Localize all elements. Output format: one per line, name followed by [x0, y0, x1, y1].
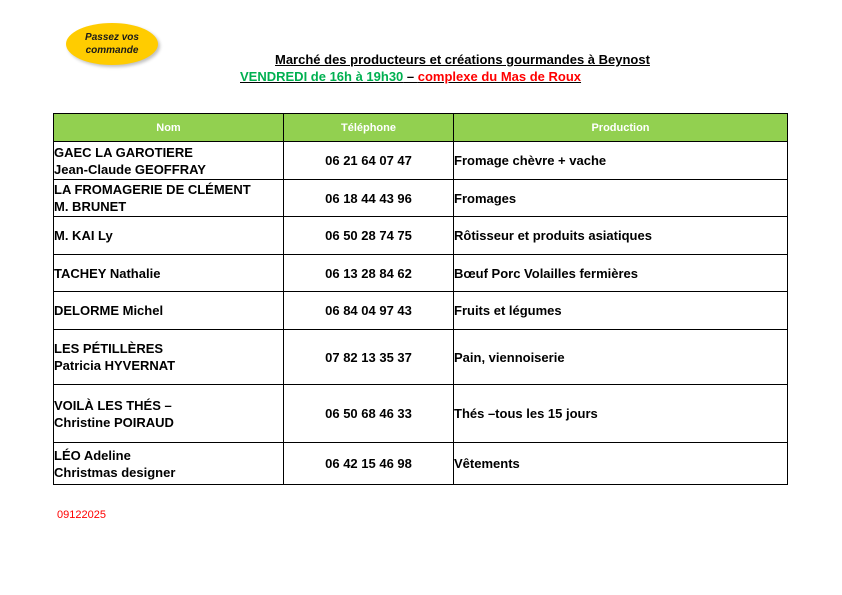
name-line-1: GAEC LA GAROTIERE: [54, 144, 193, 160]
column-header-production: Production: [454, 114, 788, 142]
page-title: Marché des producteurs et créations gourmandes à Beynost: [275, 52, 650, 67]
cell-name: [54, 443, 284, 485]
cell-phone: 06 50 28 74 75: [284, 217, 454, 255]
order-badge: [66, 23, 158, 65]
schedule-text: VENDREDI de 16h à 19h30: [240, 69, 404, 84]
name-line-2: M. BRUNET: [54, 199, 127, 214]
cell-phone: 07 82 13 35 37: [284, 330, 454, 385]
name-line-2: Christine POIRAUD: [54, 414, 174, 430]
cell-phone: 06 84 04 97 43: [284, 292, 454, 330]
table-row: [54, 255, 788, 292]
table-row: [54, 180, 788, 217]
name-line-1: LES PÉTILLÈRES: [54, 341, 164, 356]
cell-name: [54, 217, 284, 255]
cell-name: [54, 255, 284, 292]
table-row: [54, 217, 788, 255]
cell-phone: 06 18 44 43 96: [284, 180, 454, 217]
name-line-2: Patricia HYVERNAT: [54, 358, 176, 373]
name-line-1: LÉO Adeline: [54, 447, 131, 463]
table-row: [54, 142, 788, 180]
page-subtitle: [240, 69, 581, 84]
name-line-2: Christmas designer: [54, 464, 176, 480]
cell-name: [54, 142, 284, 180]
badge-line-2: commande: [85, 45, 139, 56]
cell-production: Bœuf Porc Volailles fermières: [454, 255, 788, 292]
name-line-1: VOILÀ LES THÉS –: [54, 397, 172, 413]
table-header-row: [54, 114, 788, 142]
cell-name: [54, 180, 284, 217]
name-line-2: Jean-Claude GEOFFRAY: [54, 161, 206, 177]
cell-production: Fromages: [454, 180, 788, 217]
cell-production: Fromage chèvre + vache: [454, 142, 788, 180]
cell-phone: 06 42 15 46 98: [284, 443, 454, 485]
name-line-1: DELORME Michel: [54, 303, 164, 318]
name-line-1: M. KAI Ly: [54, 228, 113, 243]
name-line-1: LA FROMAGERIE DE CLÉMENT: [54, 182, 251, 197]
cell-production: Fruits et légumes: [454, 292, 788, 330]
table-row: [54, 385, 788, 443]
location-text: complexe du Mas de Roux: [417, 69, 582, 84]
name-line-1: TACHEY Nathalie: [54, 265, 161, 281]
cell-production: Vêtements: [454, 443, 788, 485]
cell-phone: 06 13 28 84 62: [284, 255, 454, 292]
cell-phone: 06 21 64 07 47: [284, 142, 454, 180]
badge-line-1: Passez vos: [85, 32, 139, 43]
table-row: [54, 292, 788, 330]
document-code: 09122025: [57, 509, 106, 521]
column-header-name: Nom: [54, 114, 284, 142]
cell-name: [54, 330, 284, 385]
cell-name: [54, 292, 284, 330]
cell-production: Pain, viennoiserie: [454, 330, 788, 385]
cell-phone: 06 50 68 46 33: [284, 385, 454, 443]
cell-production: Thés –tous les 15 jours: [454, 385, 788, 443]
cell-production: Rôtisseur et produits asiatiques: [454, 217, 788, 255]
table-row: [54, 443, 788, 485]
cell-name: [54, 385, 284, 443]
table-row: [54, 330, 788, 385]
subtitle-dash: –: [403, 69, 418, 84]
column-header-phone: Téléphone: [284, 114, 454, 142]
producers-table: [53, 113, 788, 485]
